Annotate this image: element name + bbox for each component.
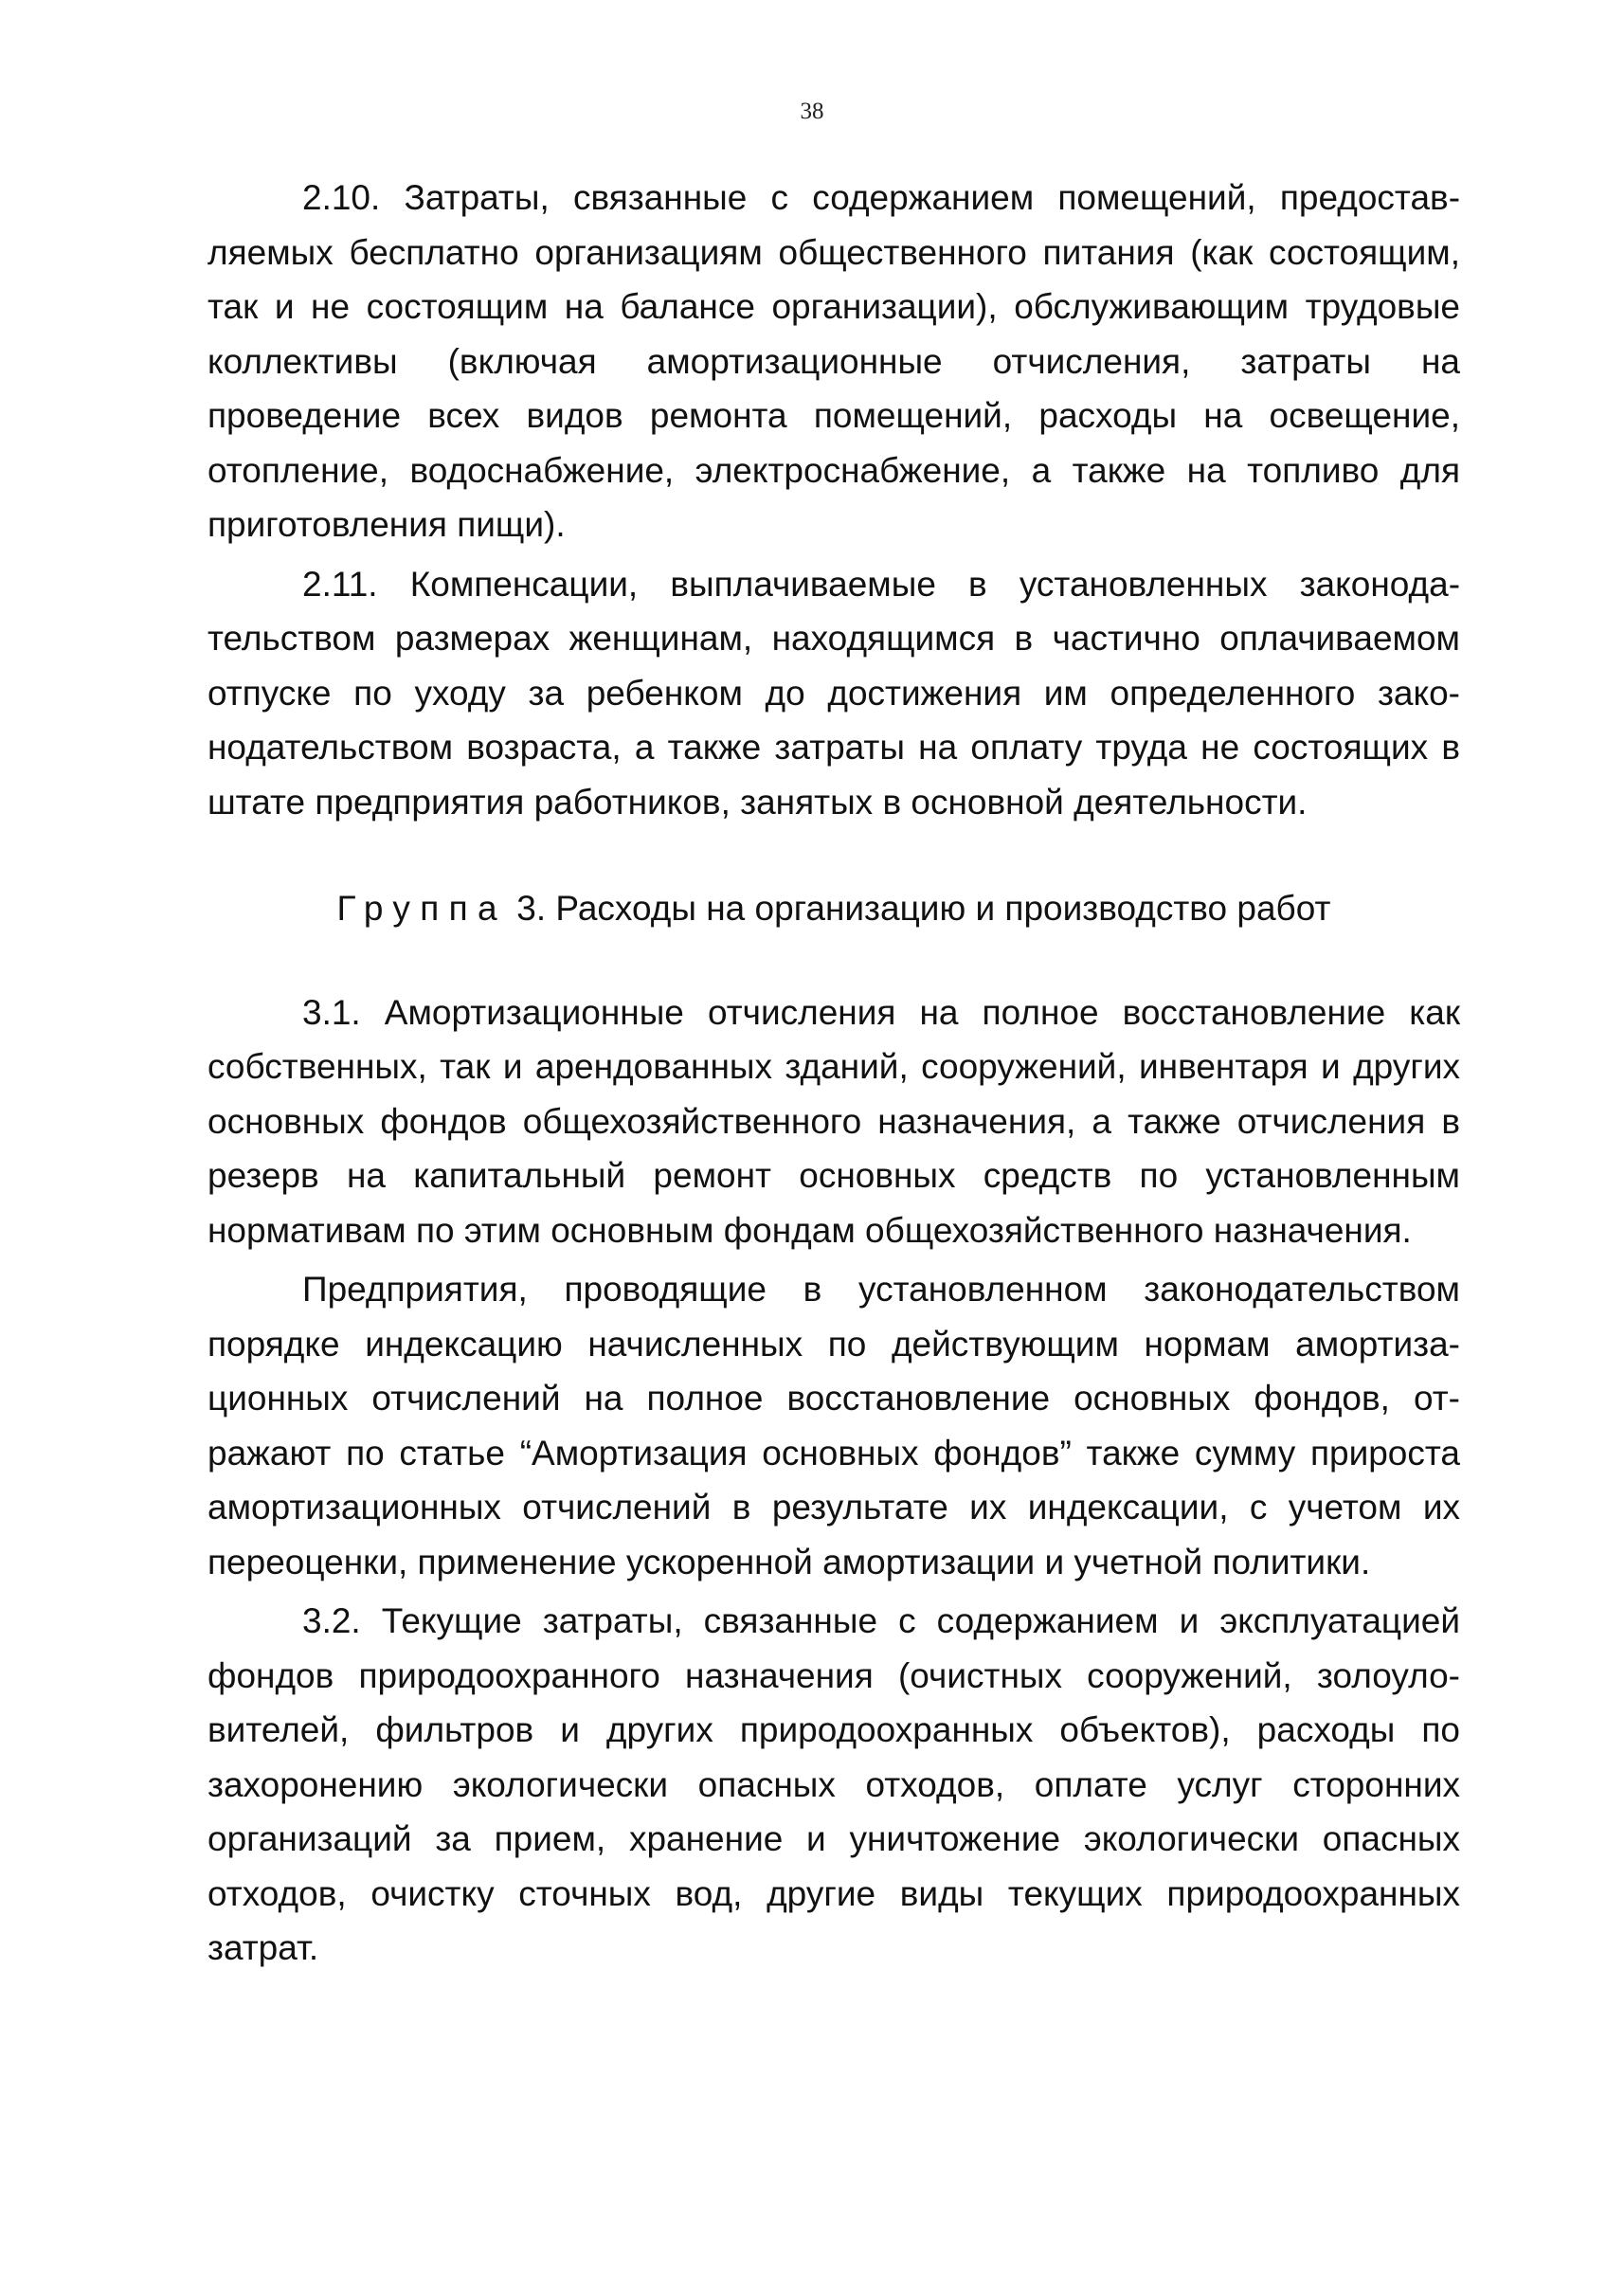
paragraph-indexation xyxy=(208,1262,1460,1589)
paragraph-text: Текущие затраты, связанные с содержанием и эксплуатацией фондов природоохранного назначения (очистных сооружений, золоуловителей, фильтров и других природоохранных объектов), расходы по захоронению экологически опасных отходов, оплате услуг сторонних организаций за прием, хранение и уничтожение экологически опасных отходов, очистку сточных вод, другие виды текущих природоохранных затрат. xyxy=(208,1601,1460,1967)
group-label: Группа xyxy=(336,889,507,928)
clause-number: 3.1. xyxy=(302,992,361,1032)
paragraph-text: Компенсации, выплачиваемые в установленных законодательством размерах женщинам, находящимся в частично оплачиваемом отпуске по уходу за ребенком до достижения им определенного законодательством возраста, а также затраты на оплату труда не состоящих в штате предприятия работников, занятых в основной деятельности. xyxy=(208,564,1461,822)
paragraph-text: Затраты, связанные с содержанием помещений, предоставляемых бесплатно организациям общественного питания (как состоящим, так и не состоящим на балансе организации), обслуживающим трудовые коллективы (включая амортизационные отчисления, затраты на проведение всех видов ремонта помещений, расходы на освещение, отопление, водоснабжение, электроснабжение, а также на топливо для приготовления пищи). xyxy=(208,178,1461,544)
clause-number: 3.2. xyxy=(302,1601,361,1640)
paragraph-3-1 xyxy=(208,985,1460,1258)
clause-number: 2.11. xyxy=(302,564,378,604)
paragraph-2-11 xyxy=(208,557,1460,830)
group-title: 3. Расходы на организацию и производство работ xyxy=(516,889,1331,928)
clause-number: 2.10. xyxy=(302,178,381,217)
document-body xyxy=(208,171,1460,1976)
paragraph-text: Амортизационные отчисления на полное восстановление как собственных, так и арендованных зданий, сооружений, инвентаря и других основных фондов общехозяйственного назначения, а также отчисления в резерв на капитальный ремонт основных средств по установленным нормативам по этим основным фондам общехозяйственного назначения. xyxy=(208,992,1461,1250)
paragraph-2-10 xyxy=(208,171,1460,552)
page-number: 38 xyxy=(800,99,824,124)
paragraph-3-2 xyxy=(208,1594,1460,1976)
paragraph-text: Предприятия, проводящие в установленном законодательством порядке индексацию начисленных по действующим нормам амортизационных отчислений на полное восстановление основных фондов, отражают по статье “Амортизация основных фондов” также сумму прироста амортизационных отчислений в результате их индексации, с учетом их переоценки, применение ускоренной амортизации и учетной политики. xyxy=(208,1270,1460,1581)
group-heading xyxy=(208,881,1460,936)
